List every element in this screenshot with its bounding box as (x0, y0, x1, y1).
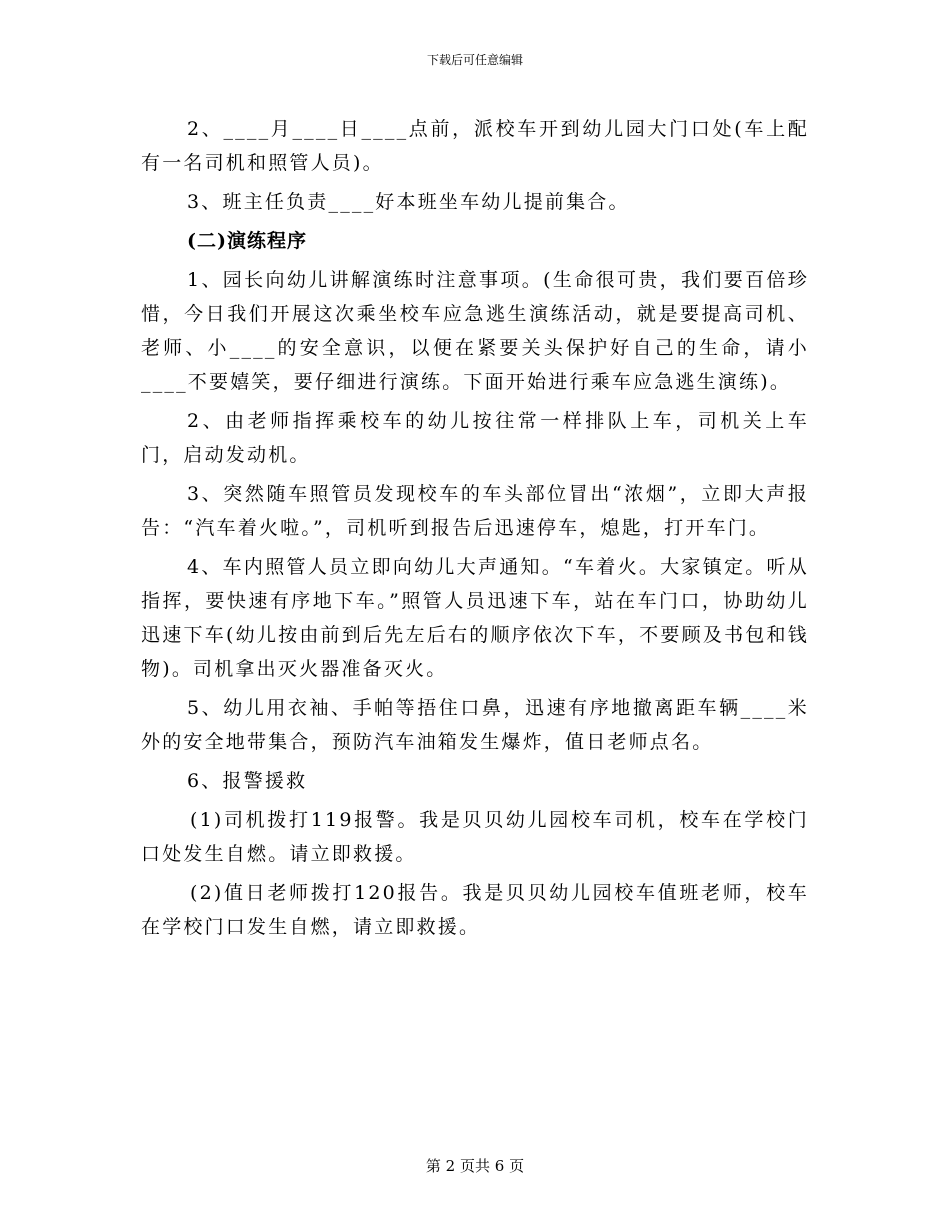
paragraph-step-1: 1、园长向幼儿讲解演练时注意事项。(生命很可贵，我们要百倍珍惜，今日我们开展这次乘坐校车应急逃生演练活动，就是要提高司机、老师、小____的安全意识，以便在紧要关头保护好自己的生命，请小____不要嬉笑，要仔细进行演练。下面开始进行乘车应急逃生演练)。 (141, 269, 809, 393)
paragraph-step-3: 3、突然随车照管员发现校车的车头部位冒出“浓烟”，立即大声报告：“汽车着火啦。”，司机听到报告后迅速停车，熄匙，打开车门。 (141, 483, 809, 539)
paragraph-step-6-sub-2: (2)值日老师拨打120报告。我是贝贝幼儿园校车值班老师，校车在学校门口发生自燃，请立即救援。 (141, 882, 809, 938)
paragraph-dispatch-bus: 2、____月____日____点前，派校车开到幼儿园大门口处(车上配有一名司机和照管人员)。 (141, 118, 809, 174)
section-heading-drill-procedure: (二)演练程序 (187, 230, 307, 252)
paragraph-step-5: 5、幼儿用衣袖、手帕等捂住口鼻，迅速有序地撤离距车辆____米外的安全地带集合，预防汽车油箱发生爆炸，值日老师点名。 (141, 697, 809, 753)
paragraph-step-6: 6、报警援救 (187, 770, 308, 792)
paragraph-teacher-gather: 3、班主任负责____好本班坐车幼儿提前集合。 (187, 191, 630, 213)
document-body (141, 112, 809, 949)
page-footer: 第 2 页共 6 页 (425, 1157, 525, 1175)
paragraph-step-6-sub-1: (1)司机拨打119报警。我是贝贝幼儿园校车司机，校车在学校门口处发生自燃。请立即救援。 (141, 809, 809, 865)
paragraph-step-2: 2、由老师指挥乘校车的幼儿按往常一样排队上车，司机关上车门，启动发动机。 (141, 410, 809, 466)
page-header: 下载后可任意编辑 (426, 53, 523, 67)
paragraph-step-4: 4、车内照管人员立即向幼儿大声通知。“车着火。大家镇定。听从指挥，要快速有序地下车。”照管人员迅速下车，站在车门口，协助幼儿迅速下车(幼儿按由前到后先左后右的顺序依次下车，不要顾及书包和钱物)。司机拿出灭火器准备灭火。 (141, 556, 809, 680)
